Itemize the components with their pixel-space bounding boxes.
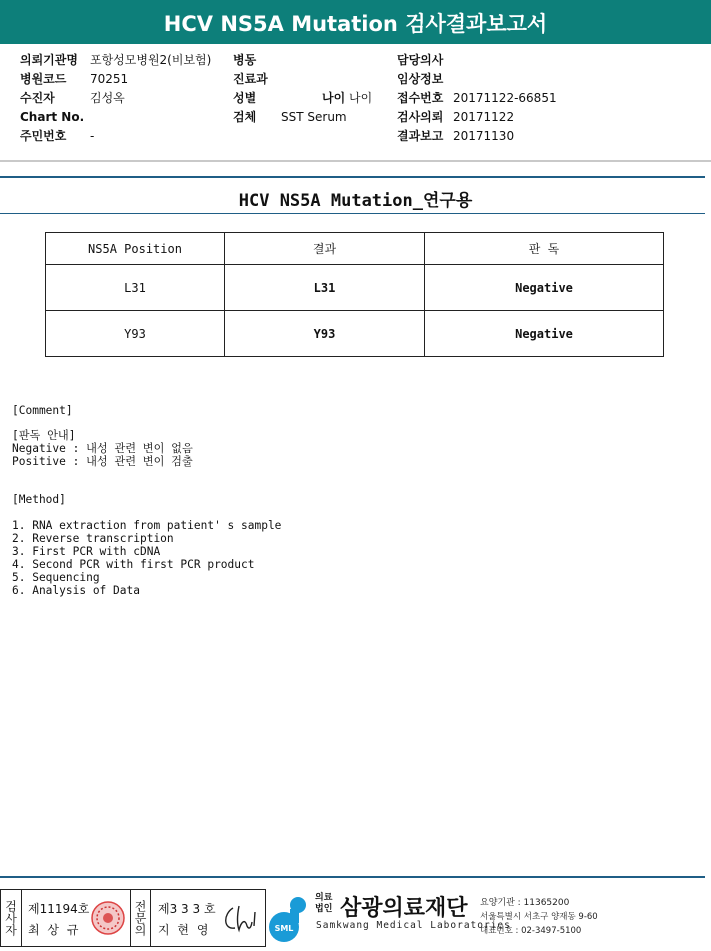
agency-code: 요양기관 : 11365200 [480, 898, 570, 908]
method-heading: [Method] [12, 493, 66, 506]
section-rule-bottom [0, 213, 705, 214]
resident-no-row [20, 127, 211, 146]
requesting-institution-row [20, 51, 211, 70]
method-step: 5. Sequencing [12, 571, 100, 584]
info-label: 검체 [233, 110, 257, 124]
receipt-no-row [397, 89, 557, 108]
results-table [45, 232, 664, 357]
info-label: 주민번호 [20, 129, 67, 143]
specimen-row [233, 108, 347, 127]
report-date-row [397, 127, 557, 146]
guide-line-negative: Negative : 내성 관련 변이 없음 [12, 442, 193, 455]
info-label: 병동 [233, 53, 257, 67]
logo-abbr: SML [274, 924, 294, 933]
info-label: 의뢰기관명 [20, 53, 78, 67]
chart-no-row [20, 108, 211, 127]
info-label: 성별 [233, 91, 257, 105]
info-label: 접수번호 [397, 91, 444, 105]
method-step: 1. RNA extraction from patient' s sample [12, 519, 282, 532]
info-label: Chart No. [20, 110, 85, 124]
info-label: 병원코드 [20, 72, 67, 86]
header-col3 [397, 51, 557, 146]
info-value: 20171130 [453, 129, 515, 143]
department-row [233, 70, 347, 89]
method-step: 2. Reverse transcription [12, 532, 174, 545]
info-value: 20171122 [453, 110, 515, 124]
info-label: 진료과 [233, 72, 268, 86]
table-row [46, 265, 664, 311]
inspector-label: 검사자 [1, 890, 22, 946]
table-row [46, 311, 664, 357]
info-value: - [90, 129, 95, 143]
info-label: 수진자 [20, 91, 55, 105]
org-type [315, 893, 332, 915]
info-label: 검사의뢰 [397, 110, 444, 124]
comment-heading: [Comment] [12, 404, 73, 417]
inspector-license-no: 제11194호 [28, 902, 90, 916]
ward-row [233, 51, 347, 70]
age-field [322, 89, 372, 108]
patient-row [20, 89, 211, 108]
info-value: 20171122-66851 [453, 91, 557, 105]
age-label: 나이 [322, 91, 346, 105]
cell-position: L31 [46, 265, 225, 311]
header-interpretation: 판 독 [425, 233, 664, 265]
doctor-row [397, 51, 557, 70]
specialist-signature-icon [219, 900, 261, 936]
org-name-en: Samkwang Medical Laboratories [316, 920, 511, 931]
info-label: 임상정보 [397, 72, 444, 86]
clinical-info-row [397, 70, 557, 89]
org-name: 삼광의료재단 [340, 896, 468, 921]
header-result: 결과 [225, 233, 425, 265]
method-step: 6. Analysis of Data [12, 584, 140, 597]
guide-line-positive: Positive : 내성 관련 변이 검출 [12, 455, 193, 468]
request-date-row [397, 108, 557, 127]
header-position: NS5A Position [46, 233, 225, 265]
org-type-line1: 의료 [315, 893, 333, 903]
footer-rule [0, 876, 705, 878]
signature-box [0, 889, 266, 947]
cell-position: Y93 [46, 311, 225, 357]
info-value: 70251 [90, 72, 129, 86]
method-step: 4. Second PCR with first PCR product [12, 558, 255, 571]
cell-interpretation: Negative [425, 265, 664, 311]
info-value: 포항성모병원2(비보험) [90, 53, 212, 67]
org-address: 서울특별시 서초구 양재동 9-60 [480, 912, 598, 922]
inspector-name: 최 상 규 [28, 923, 81, 937]
cell-interpretation: Negative [425, 311, 664, 357]
section-title: HCV NS5A Mutation_연구용 [238, 191, 473, 211]
info-value: SST Serum [281, 110, 347, 124]
guide-heading: [판독 안내] [12, 429, 76, 442]
age-value: 나이 [349, 91, 373, 105]
sml-logo-icon [266, 893, 314, 943]
report-title: HCV NS5A Mutation 검사결과보고서 [0, 0, 711, 44]
specialist-label: 전문의 [130, 890, 151, 946]
cell-result: L31 [225, 265, 425, 311]
hospital-code-row [20, 70, 211, 89]
inspector-seal-icon [90, 900, 126, 936]
header-divider [0, 160, 711, 162]
table-header-row [46, 233, 664, 265]
section-rule-top [0, 176, 705, 178]
org-phone: 대표번호 : 02-3497-5100 [480, 926, 582, 936]
info-label: 결과보고 [397, 129, 444, 143]
cell-result: Y93 [225, 311, 425, 357]
header-col1 [20, 51, 211, 146]
method-step: 3. First PCR with cDNA [12, 545, 161, 558]
info-value: 김성옥 [90, 91, 125, 105]
org-type-line2: 법인 [315, 904, 333, 914]
specialist-name: 지 현 영 [158, 923, 211, 937]
info-label: 담당의사 [397, 53, 444, 67]
specialist-license-no: 제3 3 3 호 [158, 902, 216, 916]
